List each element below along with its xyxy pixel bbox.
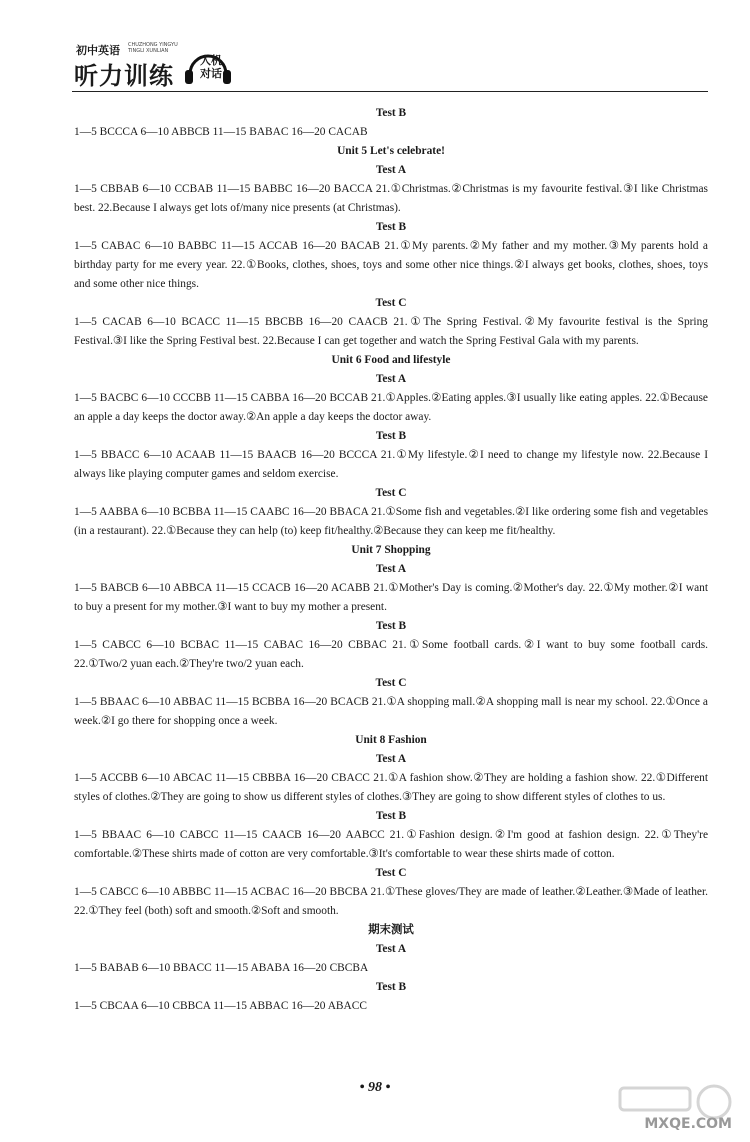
test-heading: Test B [375,430,407,442]
unit-heading: Unit 5 Let's celebrate! [337,145,445,157]
test-heading: Test A [375,164,407,176]
test-heading: Test C [375,297,407,309]
unit-heading: Unit 6 Food and lifestyle [331,354,451,366]
test-heading: Test B [375,810,407,822]
test-heading: Test C [375,487,407,499]
answer-paragraph: 1—5 CBBAB 6—10 CCBAB 11—15 BABBC 16—20 BACCA 21.①Christmas.②Christmas is my favourite festival.③I like Christmas best. 22.Because I always get lots of/many nice presents (at Christmas). [74,183,708,214]
test-heading: Test A [375,943,407,955]
answer-paragraph: 1—5 BBAAC 6—10 ABBAC 11—15 BCBBA 16—20 BCACB 21.①A shopping mall.②A shopping mall is near my school. 22.①Once a week.②I go there for shopping once a week. [74,696,708,727]
test-heading: Test B [375,221,407,233]
test-heading: Test A [375,373,407,385]
answer-key-content [74,104,708,1016]
badge-text: 人机 对话 [200,54,222,80]
answer-paragraph: 1—5 CBCAA 6—10 CBBCA 11—15 ABBAC 16—20 ABACC [74,1000,367,1012]
page-number: • 98 • [359,1080,391,1095]
unit-heading: Unit 8 Fashion [355,734,427,746]
test-heading: Test C [375,867,407,879]
answer-paragraph: 1—5 AABBA 6—10 BCBBA 11—15 CAABC 16—20 BBACA 21.①Some fish and vegetables.②I like ordering some fish and vegetables (in a restaurant). 22.①Because they can help (to) keep fit/healthy.②Because they can keep me fit/healthy. [74,506,708,537]
header-divider [72,91,708,92]
answer-paragraph: 1—5 CACAB 6—10 BCACC 11—15 BBCBB 16—20 CAACB 21.①The Spring Festival.②My favourite festival is the Spring Festival.③I like the Spring Festival best. 22.Because I can get together and watch the Spring Festival Gala with my parents. [74,316,708,347]
test-heading: Test B [375,107,407,119]
answer-paragraph: 1—5 BBAAC 6—10 CABCC 11—15 CAACB 16—20 AABCC 21.①Fashion design.②I'm good at fashion design. 22.①They're comfortable.②These shirts made of cotton are very comfortable.③It's comfortable to wear these shirts made of cotton. [74,829,708,860]
answer-paragraph: 1—5 BBACC 6—10 ACAAB 11—15 BAACB 16—20 BCCCA 21.①My lifestyle.②I need to change my lifestyle now. 22.Because I always like playing computer games and seldom exercise. [74,449,708,480]
unit-heading: Unit 7 Shopping [351,544,431,556]
test-heading: Test C [375,677,407,689]
answer-paragraph: 1—5 CABCC 6—10 BCBAC 11—15 CABAC 16—20 CBBAC 21.①Some football cards.②I want to buy some football cards. 22.①Two/2 yuan each.②They're two/2 yuan each. [74,639,708,670]
test-heading: Test B [375,620,407,632]
answer-paragraph: 1—5 BABAB 6—10 BBACC 11—15 ABABA 16—20 CBCBA [74,962,369,974]
test-heading: Test A [375,753,407,765]
series-title: 初中英语 [76,44,120,57]
answer-paragraph: 1—5 ACCBB 6—10 ABCAC 11—15 CBBBA 16—20 CBACC 21.①A fashion show.②They are holding a fashion show. 22.①Different styles of clothes.②They are going to show us different styles of clothes.③They are going to show different styles of clothes to us. [74,772,708,803]
series-pinyin: CHUZHONG YINGYU TINGLI XUNLIAN [128,42,178,54]
watermark-text: MXQE.COM [644,1116,732,1132]
unit-heading: 期末测试 [368,924,414,936]
answer-paragraph: 1—5 BACBC 6—10 CCCBB 11—15 CABBA 16—20 BCCAB 21.①Apples.②Eating apples.③I usually like eating apples. 22.①Because an apple a day keeps the doctor away.②An apple a day keeps the doctor away. [74,392,708,423]
book-title: 听力训练 [74,62,174,90]
test-heading: Test A [375,563,407,575]
test-heading: Test B [375,981,407,993]
page-header [72,36,712,92]
answer-paragraph: 1—5 CABCC 6—10 ABBBC 11—15 ACBAC 16—20 BBCBA 21.①These gloves/They are made of leather.②Leather.③Made of leather. 22.①They feel (both) soft and smooth.②Soft and smooth. [74,886,708,917]
answer-paragraph: 1—5 BCCCA 6—10 ABBCB 11—15 BABAC 16—20 CACAB [74,126,368,138]
answer-paragraph: 1—5 BABCB 6—10 ABBCA 11—15 CCACB 16—20 ACABB 21.①Mother's Day is coming.②Mother's day. 22.①My mother.②I want to buy a present for my mother.③I want to buy my mother a present. [74,582,708,613]
answer-paragraph: 1—5 CABAC 6—10 BABBC 11—15 ACCAB 16—20 BACAB 21.①My parents.②My father and my mother.③My parents hold a birthday party for me every year. 22.①Books, clothes, shoes, toys and some other nice things.②I always get books, clothes, shoes, toys and some other nice things. [74,240,708,290]
